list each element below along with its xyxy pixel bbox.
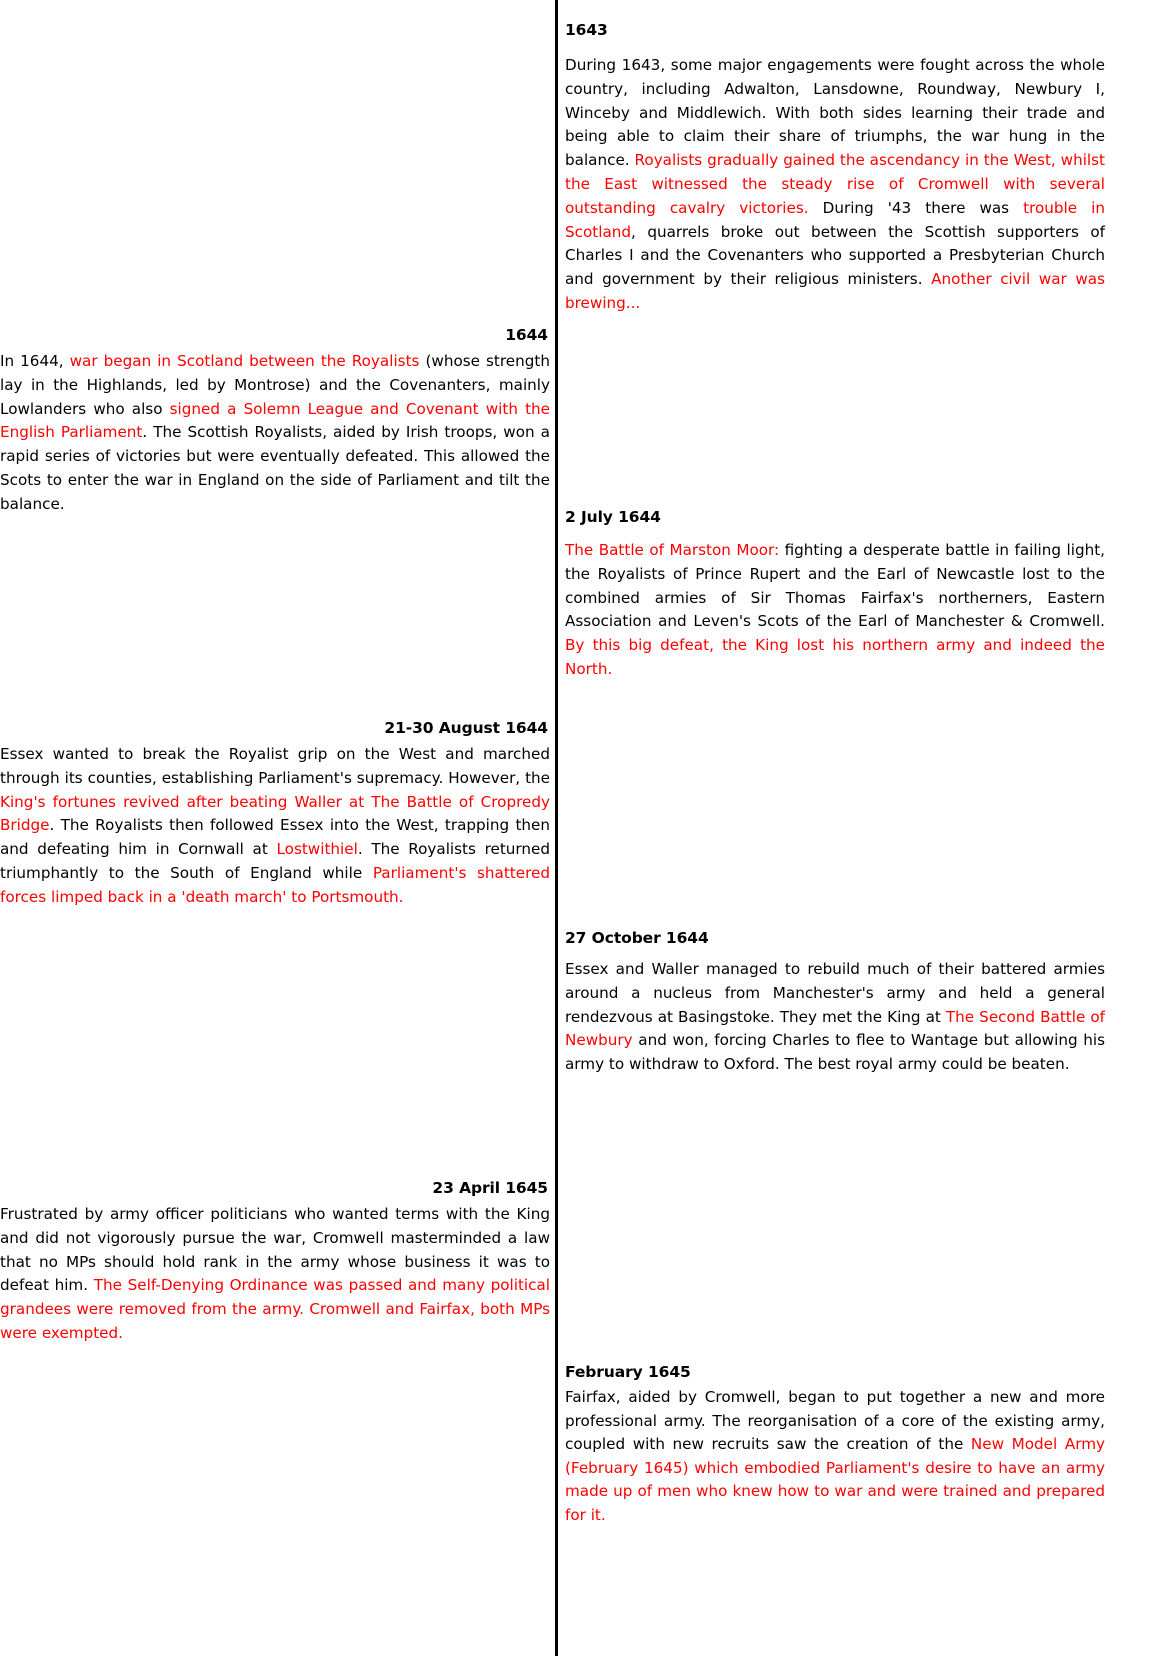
highlighted-text: The Second Battle of Newbury — [565, 1007, 1105, 1050]
plain-text: , quarrels broke out between the Scottish supporters of Charles I and the Covenanters who supported a Presbyterian Church and government by their religious ministers. — [565, 222, 1105, 289]
plain-text: During '43 there was — [808, 198, 1024, 217]
entry-body — [0, 350, 550, 517]
plain-text: . The Royalists returned triumphantly to the South of England while — [0, 840, 551, 882]
entry-body — [0, 1203, 550, 1346]
highlighted-text: Royalists gradually gained the ascendancy in the West, whilst the East witnessed the steady rise of Cromwell with several outstanding cavalry victories. — [565, 151, 1106, 217]
plain-text: fighting a desperate battle in failing light, the Royalists of Prince Rupert and the Earl of Newcastle lost to the combined armies of Sir Thomas Fairfax's northerners, Eastern Association and Leven's Scots of the Earl of Manchester & Cromwell. — [565, 541, 1105, 631]
entry-date: 2 July 1644 — [565, 508, 661, 526]
highlighted-text: trouble in Scotland — [565, 198, 1105, 241]
plain-text: Essex and Waller managed to rebuild much of their battered armies around a nucleus from Manchester's army and held a general rendezvous at Basingstoke. They met the King at — [565, 960, 1105, 1026]
plain-text: . The Royalists then followed Essex into the West, trapping then and defeating him in Cornwall at — [0, 816, 550, 859]
highlighted-text: New Model Army (February 1645) which embodied Parliament's desire to have an army made up of men who knew how to war and were trained and prepared for it. — [565, 1435, 1105, 1524]
timeline-entry-august-1644 — [0, 718, 550, 910]
entry-date: 1644 — [505, 326, 548, 344]
highlighted-text: King's fortunes revived after beating Waller at The Battle of Cropredy Bridge — [0, 792, 550, 835]
timeline-entry-1644 — [0, 325, 550, 517]
timeline-entry-july-1644 — [565, 507, 1105, 682]
entry-date: February 1645 — [565, 1363, 691, 1381]
timeline-entry-february-1645 — [565, 1362, 1105, 1527]
timeline-entry-1643 — [565, 20, 1105, 316]
entry-date: 21-30 August 1644 — [384, 719, 548, 737]
highlighted-text: Another civil war was brewing... — [565, 270, 1105, 312]
timeline-entry-october-1644 — [565, 928, 1105, 1077]
plain-text: (whose strength lay in the Highlands, led by Montrose) and the Covenanters, mainly Lowlanders who also — [0, 352, 550, 418]
highlighted-text: Lostwithiel — [276, 840, 358, 859]
highlighted-text: war began in Scotland between the Royalists — [69, 352, 420, 370]
plain-text: In 1644, — [0, 352, 70, 370]
highlighted-text: Parliament's shattered forces limped back in a 'death march' to Portsmouth. — [0, 863, 550, 906]
highlighted-text: By this big defeat, the King lost his northern army and indeed the North. — [565, 636, 1105, 678]
entry-date: 23 April 1645 — [432, 1179, 548, 1197]
plain-text: Essex wanted to break the Royalist grip on the West and marched through its counties, establishing Parliament's supremacy. However, the — [0, 745, 550, 787]
plain-text: Fairfax, aided by Cromwell, began to put together a new and more professional army. The reorganisation of a core of the existing army, coupled with new recruits saw the creation of the — [565, 1388, 1105, 1453]
highlighted-text: The Self-Denying Ordinance was passed and many political grandees were removed from the army. Cromwell and Fairfax, both MPs were exempted. — [0, 1276, 551, 1342]
plain-text: Frustrated by army officer politicians who wanted terms with the King and did not vigorously pursue the war, Cromwell masterminded a law that no MPs should hold rank in the army whose business it was to defeat him. — [0, 1205, 550, 1295]
entry-date: 27 October 1644 — [565, 929, 709, 947]
timeline-entry-april-1645 — [0, 1178, 550, 1346]
entry-body — [565, 539, 1105, 682]
column-divider — [555, 0, 558, 1656]
highlighted-text: The Battle of Marston Moor: — [565, 541, 780, 559]
entry-date: 1643 — [565, 21, 608, 39]
entry-body — [565, 54, 1105, 316]
entry-body — [0, 743, 550, 910]
entry-body — [565, 1386, 1105, 1527]
plain-text: During 1643, some major engagements were fought across the whole country, including Adwalton, Lansdowne, Roundway, Newbury I, Winceby and Middlewich. With both sides learning their trade and being able to claim their share of triumphs, the war hung in the balance. — [565, 56, 1105, 170]
plain-text: . The Scottish Royalists, aided by Irish troops, won a rapid series of victories but were eventually defeated. This allowed the Scots to enter the war in England on the side of Parliament and tilt the balance. — [0, 423, 550, 513]
entry-body — [565, 958, 1105, 1077]
highlighted-text: signed a Solemn League and Covenant with the English Parliament — [0, 399, 550, 442]
plain-text: and won, forcing Charles to flee to Wantage but allowing his army to withdraw to Oxford. The best royal army could be beaten. — [565, 1031, 1105, 1074]
